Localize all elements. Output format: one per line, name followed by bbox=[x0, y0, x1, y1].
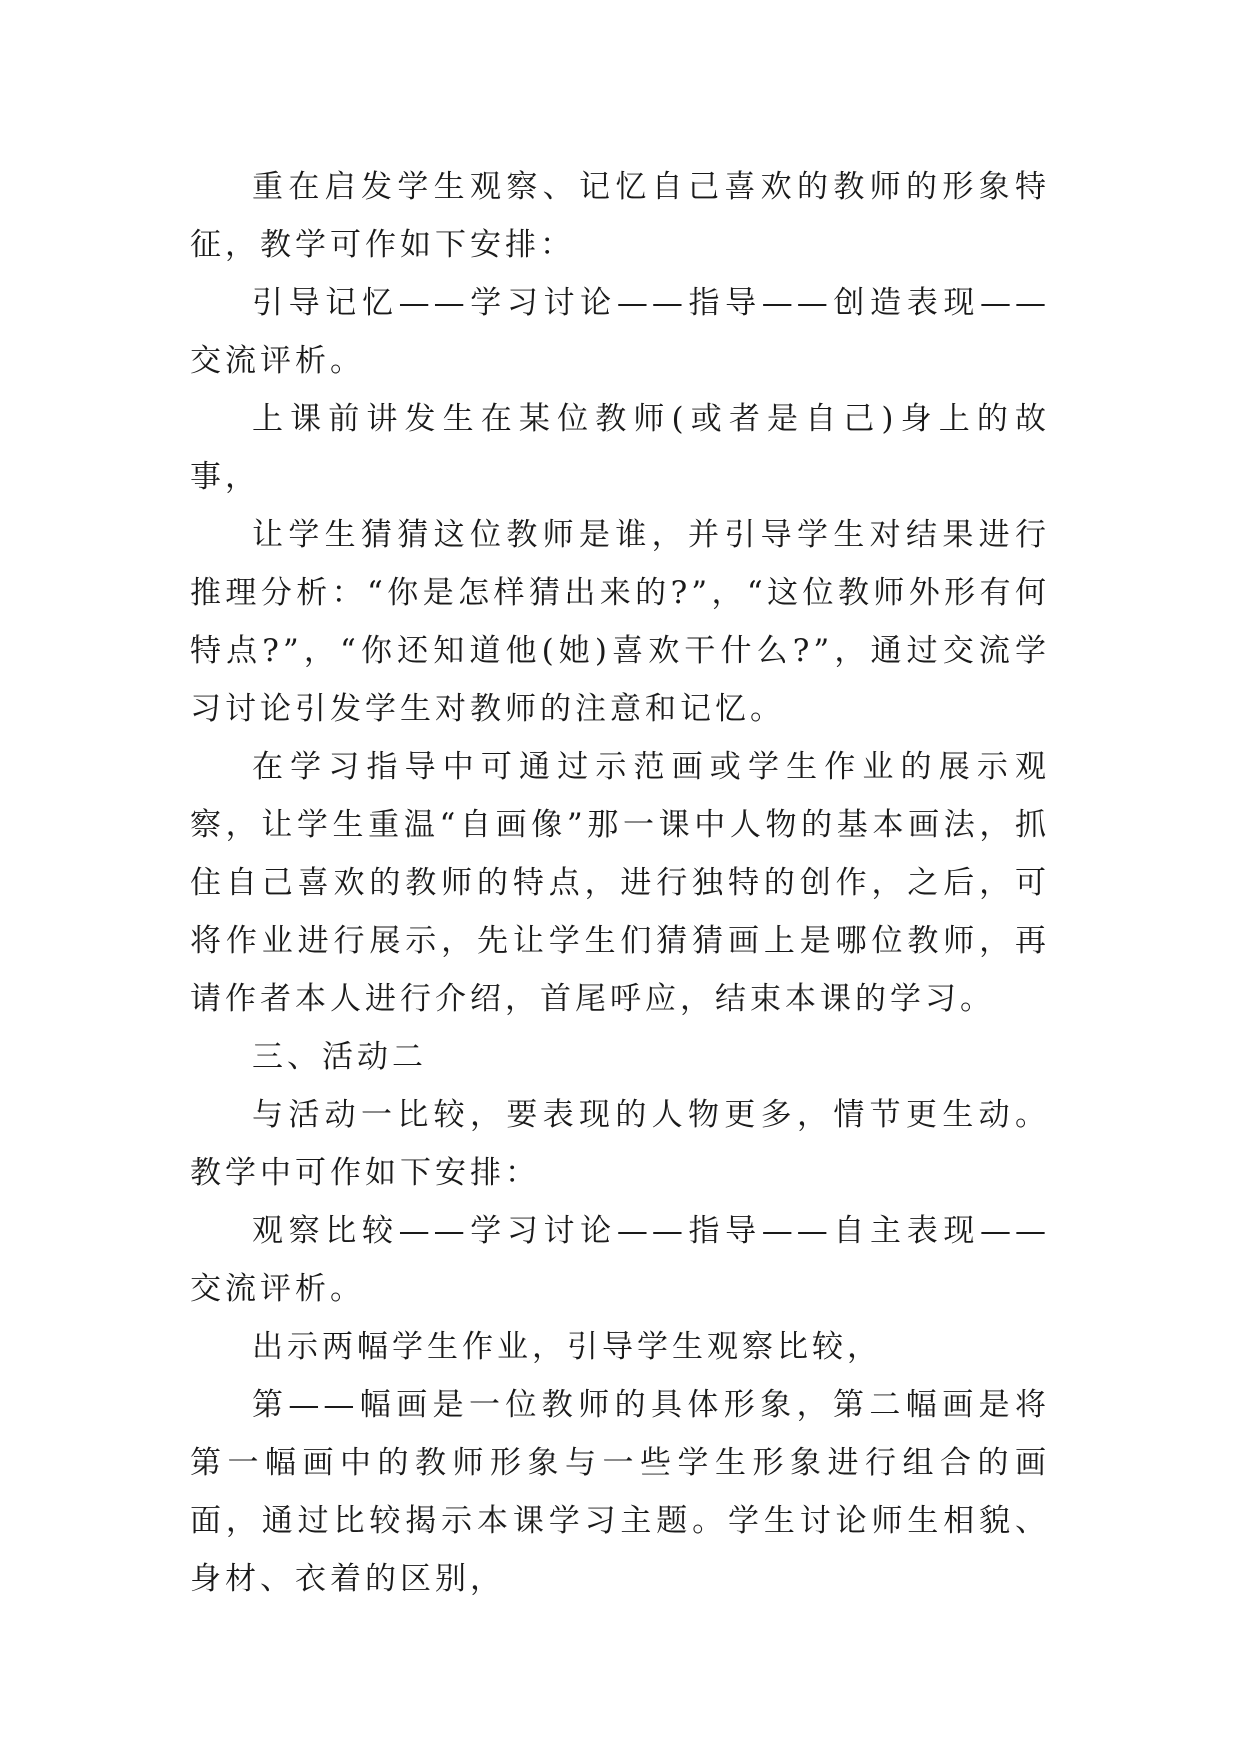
paragraph: 出示两幅学生作业，引导学生观察比较， bbox=[252, 1329, 882, 1365]
paragraph: 重在启发学生观察、记忆自己喜欢的教师的形象特征，教学可作如下安排： bbox=[190, 169, 1050, 263]
section-heading: 三、活动二 bbox=[252, 1039, 427, 1075]
paragraph: 在学习指导中可通过示范画或学生作业的展示观察，让学生重温“自画像”那一课中人物的基本画法，抓住自己喜欢的教师的特点，进行独特的创作，之后，可将作业进行展示，先让学生们猜猜画上是哪位教师，再请作者本人进行介绍，首尾呼应，结束本课的学习。 bbox=[190, 749, 1050, 1017]
paragraph: 让学生猜猜这位教师是谁，并引导学生对结果进行推理分析：“你是怎样猜出来的?”，“这位教师外形有何特点?”，“你还知道他(她)喜欢干什么?”，通过交流学习讨论引发学生对教师的注意和记忆。 bbox=[190, 517, 1050, 727]
paragraph: 观察比较——学习讨论——指导——自主表现——交流评析。 bbox=[190, 1213, 1050, 1307]
paragraph: 与活动一比较，要表现的人物更多，情节更生动。教学中可作如下安排： bbox=[190, 1097, 1050, 1191]
document-body bbox=[190, 158, 1050, 1608]
paragraph: 引导记忆——学习讨论——指导——创造表现——交流评析。 bbox=[190, 285, 1050, 379]
paragraph: 第——幅画是一位教师的具体形象，第二幅画是将第一幅画中的教师形象与一些学生形象进行组合的画面，通过比较揭示本课学习主题。学生讨论师生相貌、身材、衣着的区别， bbox=[190, 1387, 1050, 1597]
paragraph: 上课前讲发生在某位教师(或者是自己)身上的故事， bbox=[190, 401, 1050, 495]
